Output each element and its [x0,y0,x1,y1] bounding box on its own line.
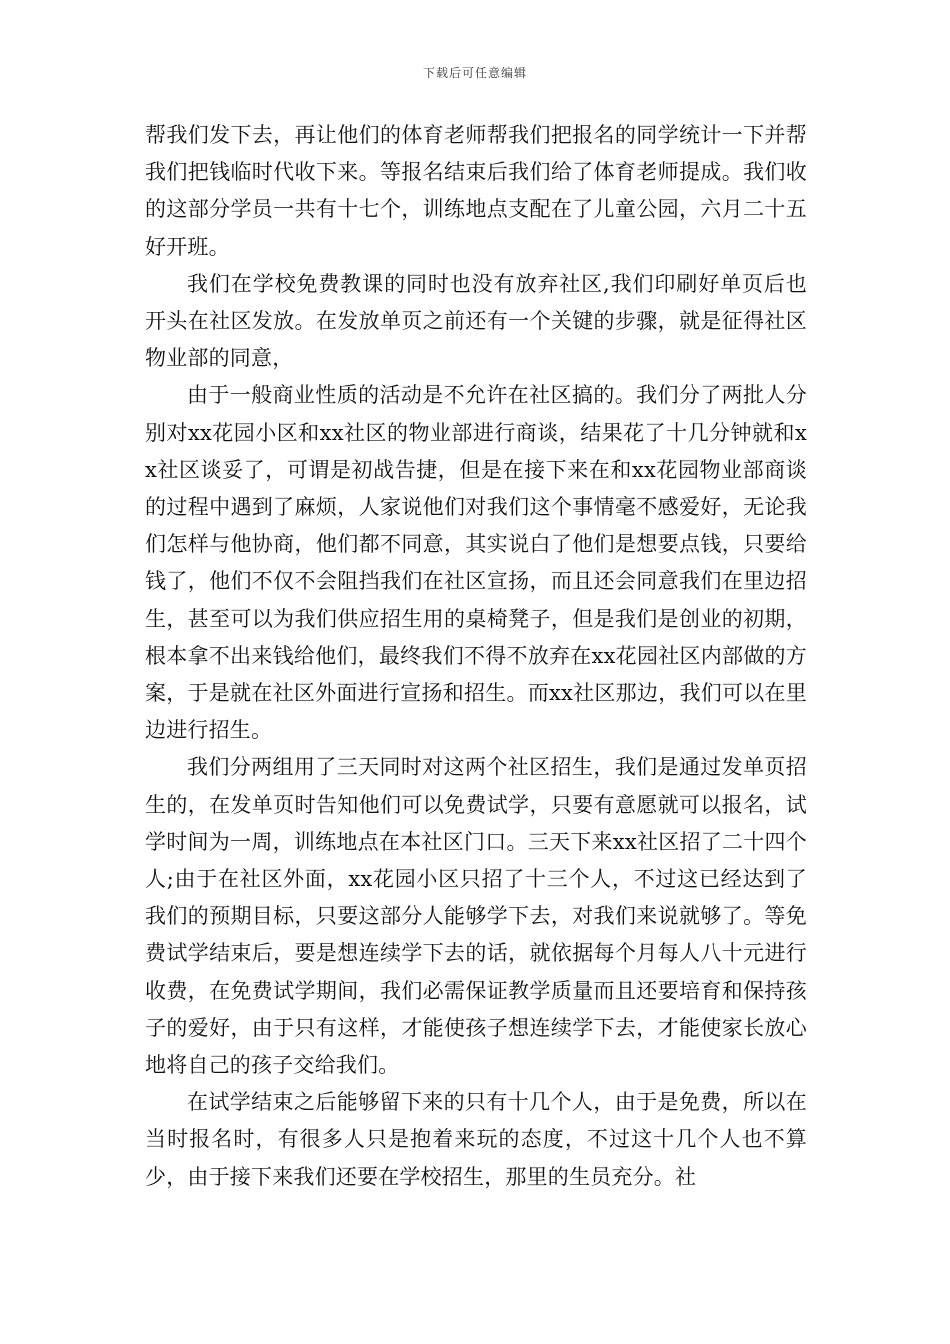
paragraph-2: 我们在学校免费教课的同时也没有放弃社区,我们印刷好单页后也开头在社区发放。在发放单页之前还有一个关键的步骤，就是征得社区物业部的同意， [145,271,807,371]
paragraph-5: 在试学结束之后能够留下来的只有十几个人，由于是免费，所以在当时报名时，有很多人只是抱着来玩的态度，不过这十几个人也不算少，由于接下来我们还要在学校招生，那里的生员充分。社 [145,1090,807,1189]
paragraph-1: 帮我们发下去，再让他们的体育老师帮我们把报名的同学统计一下并帮我们把钱临时代收下来。等报名结束后我们给了体育老师提成。我们收的这部分学员一共有十七个，训练地点支配在了儿童公园，六月二十五好开班。 [145,123,807,259]
page-header: 下载后可任意编辑 [422,66,527,80]
paragraph-3: 由于一般商业性质的活动是不允许在社区搞的。我们分了两批人分别对xx花园小区和xx社区的物业部进行商谈，结果花了十几分钟就和xx社区谈妥了，可谓是初战告捷，但是在接下来在和xx花园物业部商谈的过程中遇到了麻烦，人家说他们对我们这个事情毫不感爱好，无论我们怎样与他协商，他们都不同意，其实说白了他们是想要点钱，只要给钱了，他们不仅不会阻挡我们在社区宣扬，而且还会同意我们在里边招生，甚至可以为我们供应招生用的桌椅凳子，但是我们是创业的初期，根本拿不出来钱给他们，最终我们不得不放弃在xx花园社区内部做的方案，于是就在社区外面进行宣扬和招生。而xx社区那边，我们可以在里边进行招生。 [145,383,807,743]
paragraph-4: 我们分两组用了三天同时对这两个社区招生，我们是通过发单页招生的，在发单页时告知他们可以免费试学，只要有意愿就可以报名，试学时间为一周，训练地点在本社区门口。三天下来xx社区招了二十四个人;由于在社区外面，xx花园小区只招了十三个人，不过这已经达到了我们的预期目标，只要这部分人能够学下去，对我们来说就够了。等免费试学结束后，要是想连续学下去的话，就依据每个月每人八十元进行收费，在免费试学期间，我们必需保证教学质量而且还要培育和保持孩子的爱好，由于只有这样，才能使孩子想连续学下去，才能使家长放心地将自己的孩子交给我们。 [145,755,807,1078]
document-body [145,117,807,1196]
